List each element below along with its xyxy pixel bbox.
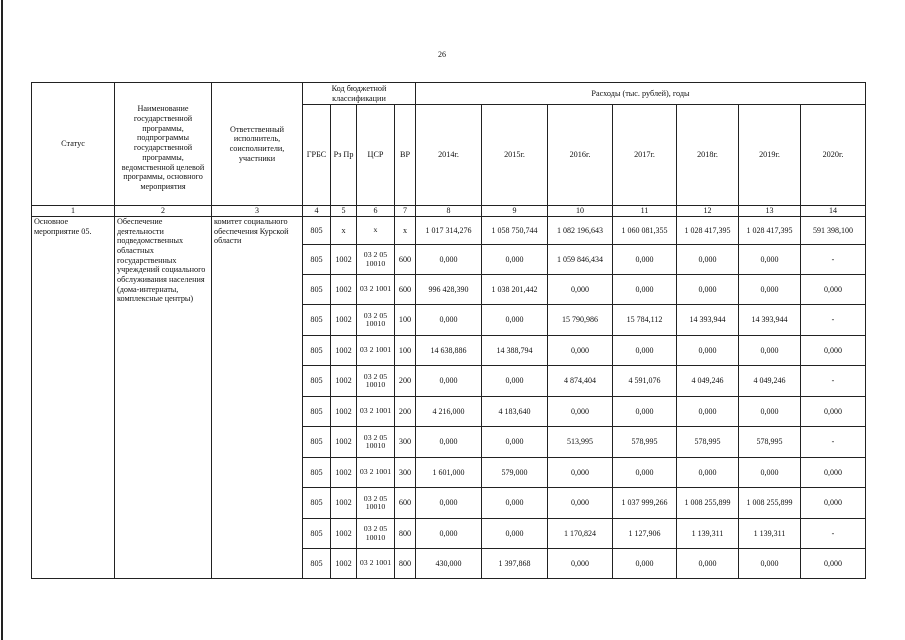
csr-cell: 03 2 05 10010 <box>357 305 395 336</box>
grbs-cell: 805 <box>303 519 331 549</box>
expense-value-cell: 1 170,824 <box>548 519 613 549</box>
budget-table <box>31 82 866 579</box>
table-row <box>32 217 866 245</box>
header-year: 2014г. <box>416 105 482 206</box>
expense-value-cell: 0,000 <box>613 549 677 579</box>
column-number-row <box>32 206 866 217</box>
column-number: 7 <box>395 206 416 217</box>
expense-value-cell: 0,000 <box>739 458 801 488</box>
expense-value-cell: 0,000 <box>548 549 613 579</box>
vr-cell: 600 <box>395 245 416 275</box>
grbs-cell: 805 <box>303 336 331 366</box>
column-number: 10 <box>548 206 613 217</box>
expense-value-cell: 0,000 <box>677 549 739 579</box>
expense-value-cell: 0,000 <box>482 488 548 519</box>
header-status: Статус <box>32 83 115 206</box>
expense-value-cell: 578,995 <box>613 427 677 458</box>
column-number: 13 <box>739 206 801 217</box>
expense-value-cell: 0,000 <box>548 458 613 488</box>
expense-value-cell: 14 638,886 <box>416 336 482 366</box>
header-executor: Ответственный исполнитель, соисполнители, участники <box>212 83 303 206</box>
expense-value-cell: 1 127,906 <box>613 519 677 549</box>
column-number: 4 <box>303 206 331 217</box>
expense-value-cell: 0,000 <box>677 336 739 366</box>
expense-value-cell: 4 183,640 <box>482 397 548 427</box>
expense-value-cell: 0,000 <box>613 397 677 427</box>
expense-value-cell: 0,000 <box>482 245 548 275</box>
header-budget-code: Код бюджетной классификации <box>303 83 416 105</box>
expense-value-cell: 0,000 <box>801 275 866 305</box>
header-year: 2019г. <box>739 105 801 206</box>
vr-cell: 100 <box>395 336 416 366</box>
expense-value-cell: 0,000 <box>548 336 613 366</box>
expense-value-cell: 0,000 <box>677 458 739 488</box>
vr-cell: 600 <box>395 275 416 305</box>
csr-cell: 03 2 1001 <box>357 549 395 579</box>
grbs-cell: 805 <box>303 217 331 245</box>
expense-value-cell: 1 082 196,643 <box>548 217 613 245</box>
expense-value-cell: 0,000 <box>613 336 677 366</box>
column-number: 8 <box>416 206 482 217</box>
csr-cell: 03 2 05 10010 <box>357 427 395 458</box>
expense-value-cell: 1 017 314,276 <box>416 217 482 245</box>
expense-value-cell: 579,000 <box>482 458 548 488</box>
header-program-name: Наименование государственной программы, подпрограммы государственной программы, ведомственной целевой программы, основного мероприятия <box>115 83 212 206</box>
expense-value-cell: 0,000 <box>677 397 739 427</box>
expense-value-cell: 14 393,944 <box>677 305 739 336</box>
expense-value-cell: 1 028 417,395 <box>677 217 739 245</box>
expense-value-cell: 1 139,311 <box>739 519 801 549</box>
grbs-cell: 805 <box>303 397 331 427</box>
grbs-cell: 805 <box>303 305 331 336</box>
header-year: 2015г. <box>482 105 548 206</box>
expense-value-cell: 0,000 <box>739 336 801 366</box>
vr-cell: х <box>395 217 416 245</box>
expense-value-cell: 4 216,000 <box>416 397 482 427</box>
grbs-cell: 805 <box>303 275 331 305</box>
rz-pr-cell: 1002 <box>331 275 357 305</box>
rz-pr-cell: 1002 <box>331 245 357 275</box>
expense-value-cell: 0,000 <box>482 305 548 336</box>
rz-pr-cell: 1002 <box>331 488 357 519</box>
rz-pr-cell: х <box>331 217 357 245</box>
expense-value-cell: 4 591,076 <box>613 366 677 397</box>
rz-pr-cell: 1002 <box>331 519 357 549</box>
header-year: 2017г. <box>613 105 677 206</box>
expense-value-cell: 0,000 <box>482 519 548 549</box>
column-number: 12 <box>677 206 739 217</box>
rz-pr-cell: 1002 <box>331 366 357 397</box>
expense-value-cell: 1 038 201,442 <box>482 275 548 305</box>
rz-pr-cell: 1002 <box>331 549 357 579</box>
expense-value-cell: 0,000 <box>677 245 739 275</box>
grbs-cell: 805 <box>303 488 331 519</box>
column-number: 5 <box>331 206 357 217</box>
header-vr: ВР <box>395 105 416 206</box>
expense-value-cell: 578,995 <box>739 427 801 458</box>
expense-value-cell: 0,000 <box>739 549 801 579</box>
expense-value-cell: 0,000 <box>548 275 613 305</box>
expense-value-cell: 578,995 <box>677 427 739 458</box>
vr-cell: 600 <box>395 488 416 519</box>
csr-cell: 03 2 05 10010 <box>357 366 395 397</box>
expense-value-cell: 1 058 750,744 <box>482 217 548 245</box>
header-csr: ЦСР <box>357 105 395 206</box>
expense-value-cell: 0,000 <box>739 245 801 275</box>
vr-cell: 200 <box>395 366 416 397</box>
column-number: 2 <box>115 206 212 217</box>
grbs-cell: 805 <box>303 549 331 579</box>
expense-value-cell: 1 037 999,266 <box>613 488 677 519</box>
expense-value-cell: 0,000 <box>613 245 677 275</box>
expense-value-cell: 0,000 <box>416 488 482 519</box>
column-number: 11 <box>613 206 677 217</box>
rz-pr-cell: 1002 <box>331 458 357 488</box>
expense-value-cell: 1 139,311 <box>677 519 739 549</box>
expense-value-cell: 0,000 <box>416 305 482 336</box>
executor-cell: комитет социального обеспечения Курской области <box>212 217 303 579</box>
expense-value-cell: - <box>801 519 866 549</box>
expense-value-cell: 15 790,986 <box>548 305 613 336</box>
rz-pr-cell: 1002 <box>331 305 357 336</box>
expense-value-cell: 0,000 <box>482 427 548 458</box>
expense-value-cell: 14 388,794 <box>482 336 548 366</box>
rz-pr-cell: 1002 <box>331 336 357 366</box>
expense-value-cell: 0,000 <box>416 519 482 549</box>
expense-value-cell: 0,000 <box>677 275 739 305</box>
expense-value-cell: 0,000 <box>801 458 866 488</box>
expense-value-cell: 0,000 <box>416 366 482 397</box>
vr-cell: 300 <box>395 458 416 488</box>
expense-value-cell: - <box>801 305 866 336</box>
vr-cell: 100 <box>395 305 416 336</box>
grbs-cell: 805 <box>303 427 331 458</box>
rz-pr-cell: 1002 <box>331 397 357 427</box>
page-number: 26 <box>438 50 446 59</box>
expense-value-cell: 0,000 <box>739 275 801 305</box>
expense-value-cell: 0,000 <box>416 245 482 275</box>
expense-value-cell: 0,000 <box>416 427 482 458</box>
expense-value-cell: 0,000 <box>613 275 677 305</box>
expense-value-cell: 1 397,868 <box>482 549 548 579</box>
expense-value-cell: 513,995 <box>548 427 613 458</box>
expense-value-cell: 14 393,944 <box>739 305 801 336</box>
column-number: 1 <box>32 206 115 217</box>
expense-value-cell: 15 784,112 <box>613 305 677 336</box>
csr-cell: 03 2 1001 <box>357 458 395 488</box>
expense-value-cell: 4 049,246 <box>739 366 801 397</box>
header-grbs: ГРБС <box>303 105 331 206</box>
expense-value-cell: 0,000 <box>739 397 801 427</box>
expense-value-cell: 0,000 <box>482 366 548 397</box>
header-rz-pr: Рз Пр <box>331 105 357 206</box>
expense-value-cell: 1 028 417,395 <box>739 217 801 245</box>
csr-cell: х <box>357 217 395 245</box>
expense-value-cell: 0,000 <box>801 397 866 427</box>
vr-cell: 200 <box>395 397 416 427</box>
status-cell: Основное мероприятие 05. <box>32 217 115 579</box>
vr-cell: 800 <box>395 519 416 549</box>
expense-value-cell: 0,000 <box>548 397 613 427</box>
header-year: 2020г. <box>801 105 866 206</box>
rz-pr-cell: 1002 <box>331 427 357 458</box>
column-number: 6 <box>357 206 395 217</box>
column-number: 9 <box>482 206 548 217</box>
expense-value-cell: 4 049,246 <box>677 366 739 397</box>
expense-value-cell: 1 059 846,434 <box>548 245 613 275</box>
grbs-cell: 805 <box>303 366 331 397</box>
program-name-cell: Обеспечение деятельности подведомственных областных государственных учреждений социального обслуживания населения (дома-интернаты, комплексные центры) <box>115 217 212 579</box>
grbs-cell: 805 <box>303 245 331 275</box>
expense-value-cell: 0,000 <box>801 549 866 579</box>
expense-value-cell: 1 060 081,355 <box>613 217 677 245</box>
expense-value-cell: 0,000 <box>801 336 866 366</box>
header-year: 2018г. <box>677 105 739 206</box>
expense-value-cell: 1 601,000 <box>416 458 482 488</box>
header-expenses: Расходы (тыс. рублей), годы <box>416 83 866 105</box>
expense-value-cell: 430,000 <box>416 549 482 579</box>
expense-value-cell: 4 874,404 <box>548 366 613 397</box>
header-year: 2016г. <box>548 105 613 206</box>
grbs-cell: 805 <box>303 458 331 488</box>
csr-cell: 03 2 05 10010 <box>357 245 395 275</box>
csr-cell: 03 2 05 10010 <box>357 488 395 519</box>
csr-cell: 03 2 1001 <box>357 336 395 366</box>
column-number: 14 <box>801 206 866 217</box>
column-number: 3 <box>212 206 303 217</box>
expense-value-cell: 1 008 255,899 <box>677 488 739 519</box>
expense-value-cell: 1 008 255,899 <box>739 488 801 519</box>
vr-cell: 800 <box>395 549 416 579</box>
expense-value-cell: 591 398,100 <box>801 217 866 245</box>
scan-edge-line <box>1 0 3 640</box>
expense-value-cell: 0,000 <box>548 488 613 519</box>
expense-value-cell: - <box>801 366 866 397</box>
csr-cell: 03 2 05 10010 <box>357 519 395 549</box>
vr-cell: 300 <box>395 427 416 458</box>
csr-cell: 03 2 1001 <box>357 397 395 427</box>
expense-value-cell: - <box>801 427 866 458</box>
expense-value-cell: 0,000 <box>801 488 866 519</box>
csr-cell: 03 2 1001 <box>357 275 395 305</box>
expense-value-cell: 0,000 <box>613 458 677 488</box>
expense-value-cell: - <box>801 245 866 275</box>
expense-value-cell: 996 428,390 <box>416 275 482 305</box>
